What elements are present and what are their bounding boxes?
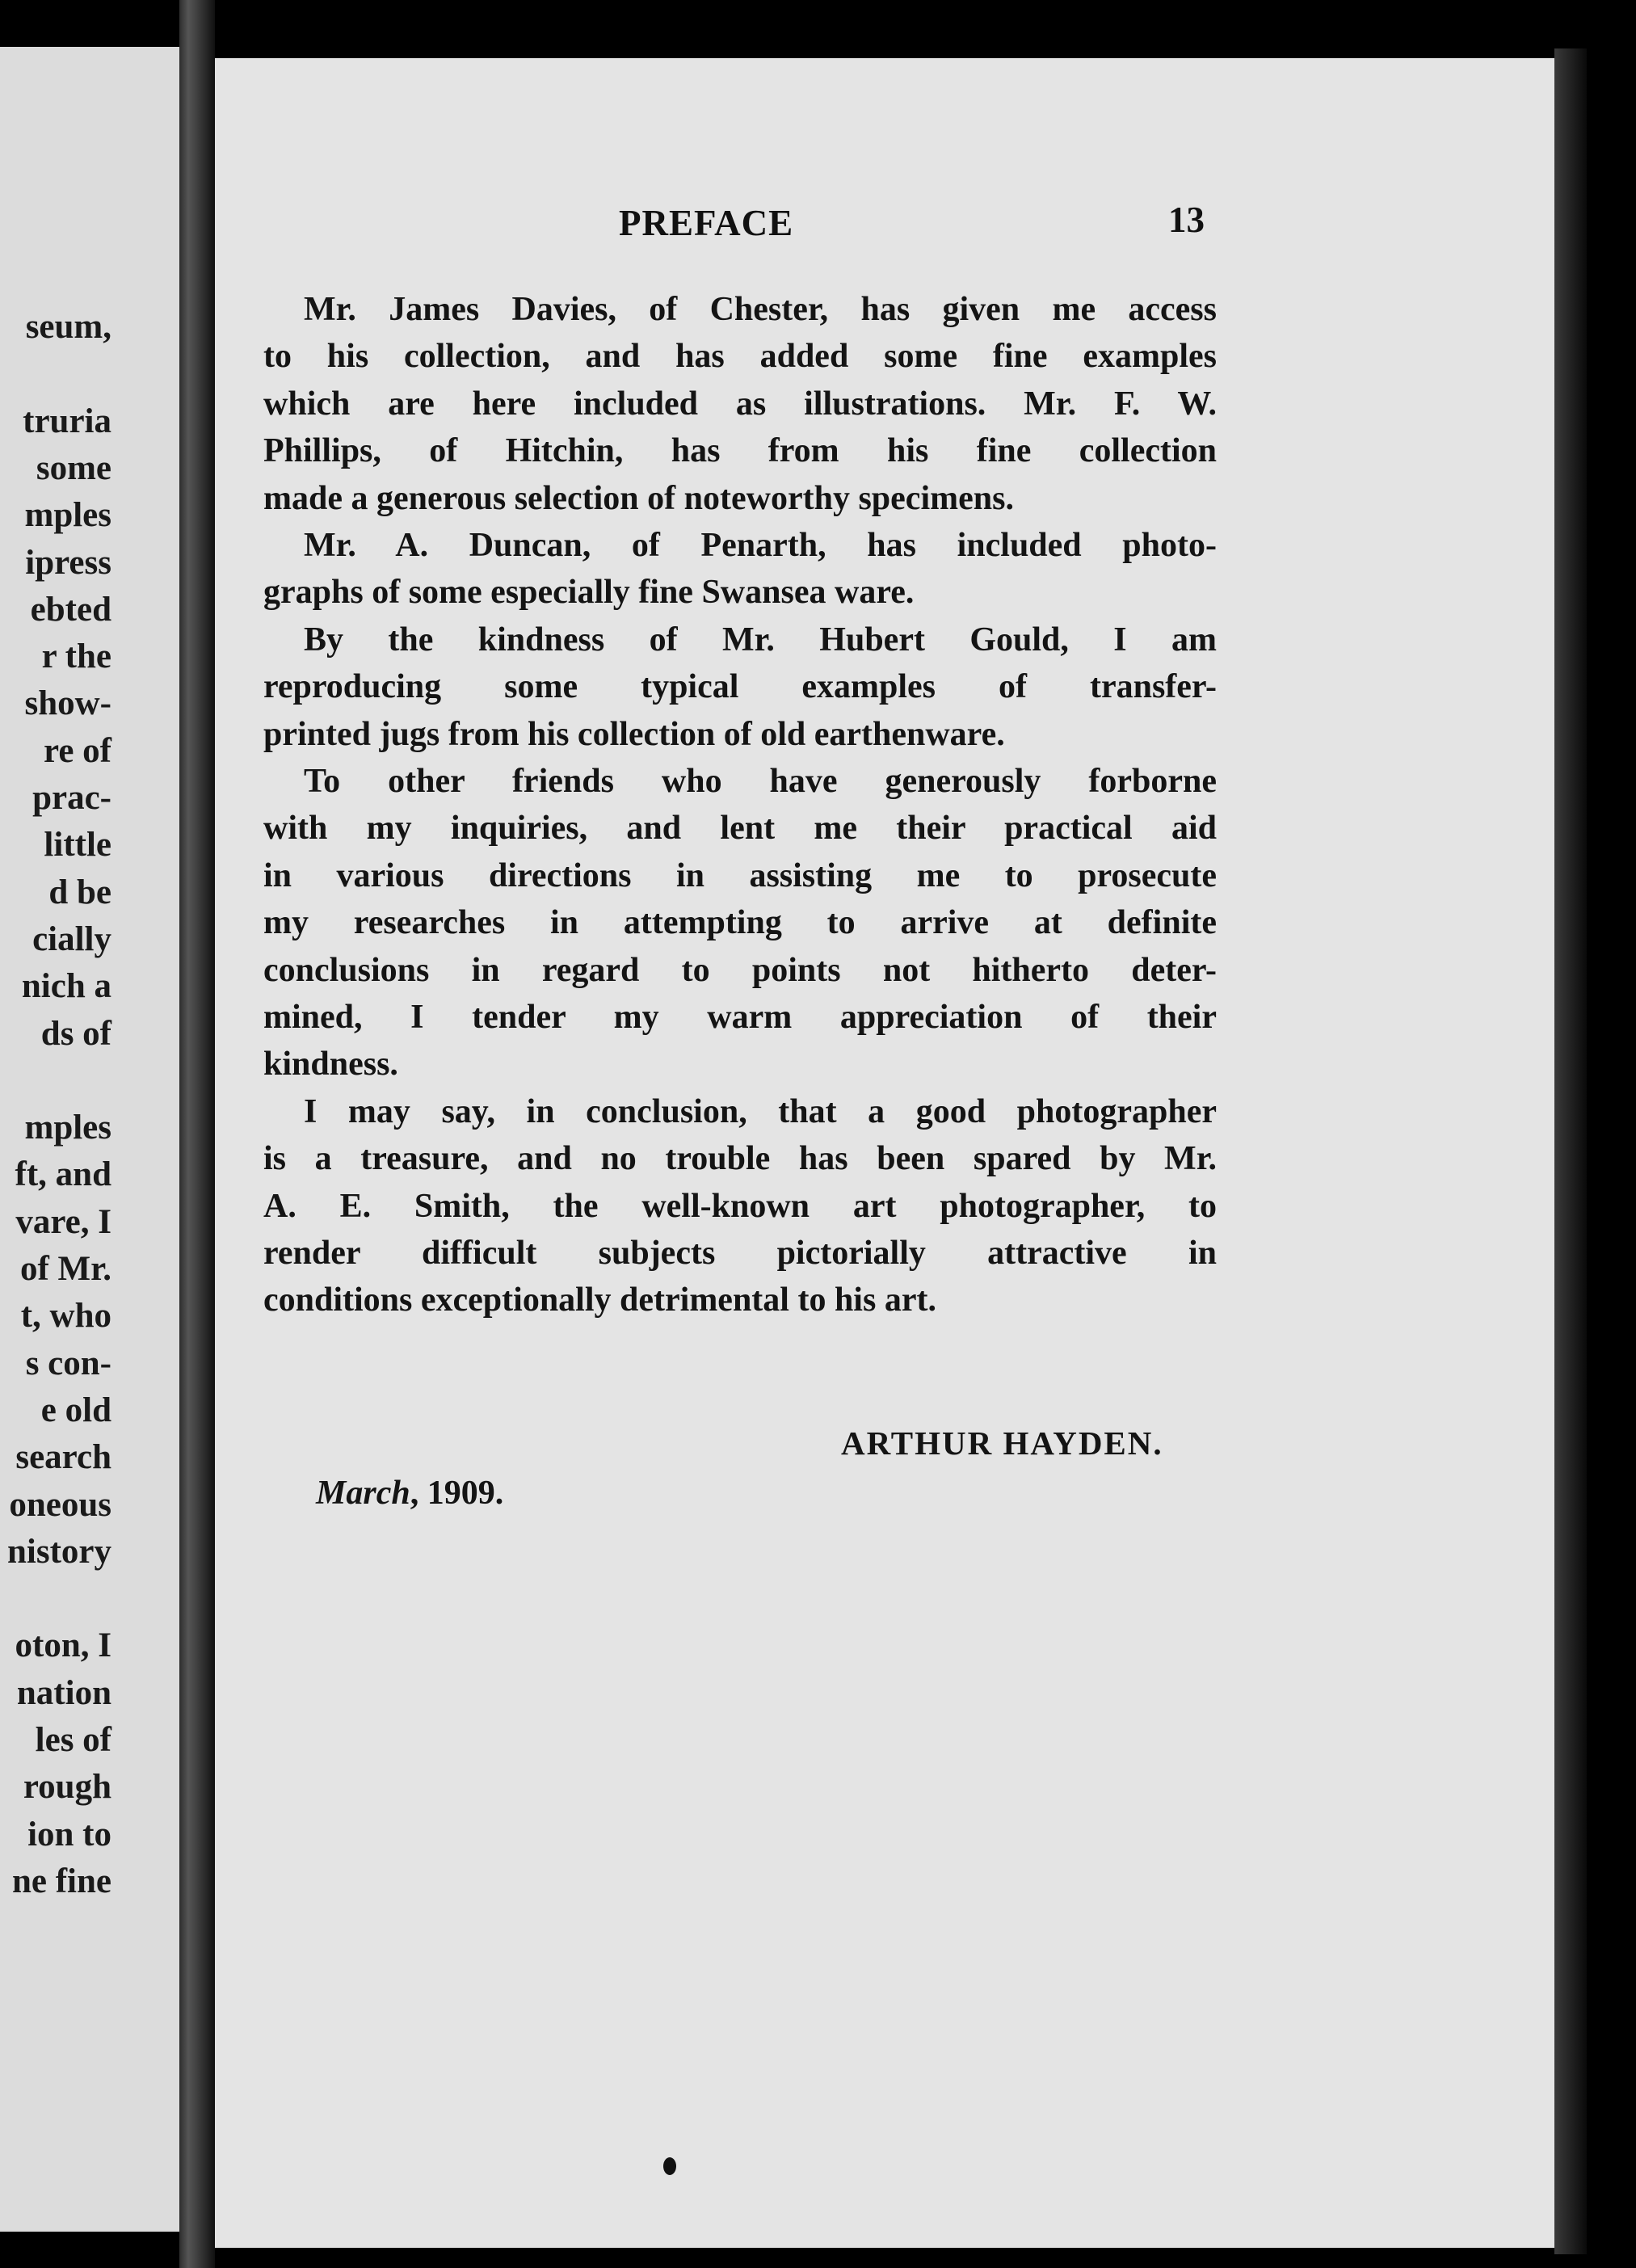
body-line: I may say, in conclusion, that a good photographer (304, 1092, 1217, 1130)
body-line: Mr. James Davies, of Chester, has given me access (304, 291, 1217, 328)
left-page-line: vare, I (15, 1202, 111, 1241)
body-line: render difficult subjects pictorially attractive in (263, 1235, 1217, 1272)
left-page-line: little (44, 826, 111, 865)
body-line: To other friends who have generously forborne (304, 763, 1217, 800)
left-page-line: rough (23, 1768, 111, 1807)
page-speck (663, 2157, 676, 2175)
date-month: March (316, 1475, 410, 1512)
left-page-line: t, who (20, 1297, 111, 1336)
left-page-line: show- (24, 684, 111, 723)
body-line: Phillips, of Hitchin, has from his fine collection (263, 432, 1217, 470)
left-page-line: ne fine (11, 1862, 111, 1900)
left-page-line: prac- (32, 779, 111, 817)
left-page-line: of Mr. (19, 1250, 111, 1288)
body-line: my researches in attempting to arrive at definite (263, 904, 1217, 942)
left-page-line: mples (24, 496, 111, 535)
body-line: graphs of some especially fine Swansea ware. (263, 574, 915, 612)
body-line: reproducing some typical examples of transfer- (263, 668, 1217, 706)
body-line: is a treasure, and no trouble has been spared by Mr. (263, 1140, 1217, 1178)
author-signature: ARTHUR HAYDEN. (841, 1424, 1163, 1462)
left-page-line: ion to (27, 1815, 111, 1854)
body-line: to his collection, and has added some fine examples (263, 338, 1217, 376)
left-page-line: nation (16, 1673, 111, 1712)
body-line: mined, I tender my warm appreciation of their (263, 999, 1217, 1036)
body-line: conclusions in regard to points not hitherto deter- (263, 951, 1217, 989)
left-page-line: seum, (25, 308, 111, 346)
left-page-line: s con- (25, 1344, 111, 1382)
body-line: printed jugs from his collection of old earthenware. (263, 715, 1005, 753)
left-page-line: oton, I (15, 1626, 111, 1665)
running-head: PREFACE (619, 203, 794, 243)
book-gutter (179, 0, 215, 2268)
body-line: kindness. (263, 1046, 398, 1084)
left-page-line: nich a (21, 967, 111, 1006)
body-line: A. E. Smith, the well-known art photographer, to (263, 1187, 1217, 1225)
left-page-line: ipress (25, 543, 111, 582)
left-page-line: d be (48, 873, 111, 911)
body-line: in various directions in assisting me to prosecute (263, 856, 1217, 894)
left-page-line: nistory (7, 1532, 111, 1571)
body-line: conditions exceptionally detrimental to his art. (263, 1281, 936, 1319)
left-page-line: r the (41, 637, 111, 676)
date-line (316, 1474, 503, 1513)
left-page-line: ds of (40, 1014, 111, 1053)
left-page-line: les of (35, 1721, 111, 1759)
left-page-line: ft, and (15, 1155, 111, 1194)
left-page-line: ebted (30, 590, 111, 629)
left-page-line: truria (23, 402, 111, 440)
left-page-line: cially (32, 919, 111, 958)
previous-page-fragment (0, 47, 179, 2232)
left-page-line: e old (40, 1391, 111, 1429)
body-line: By the kindness of Mr. Hubert Gould, I am (304, 621, 1217, 659)
left-page-line: some (36, 448, 111, 487)
left-page-line: search (15, 1438, 111, 1477)
left-page-line: re of (44, 731, 111, 770)
date-year: , 1909. (410, 1475, 504, 1512)
body-line: which are here included as illustrations. Mr. F. W. (263, 385, 1217, 423)
body-line: made a generous selection of noteworthy specimens. (263, 479, 1014, 517)
body-line: Mr. A. Duncan, of Penarth, has included photo- (304, 527, 1217, 564)
page-number: 13 (1168, 200, 1205, 240)
page-edge-shadow (1554, 48, 1587, 2254)
left-page-line: mples (24, 1109, 111, 1147)
book-page (215, 58, 1554, 2248)
left-page-line: oneous (9, 1485, 111, 1524)
body-line: with my inquiries, and lent me their practical aid (263, 810, 1217, 848)
